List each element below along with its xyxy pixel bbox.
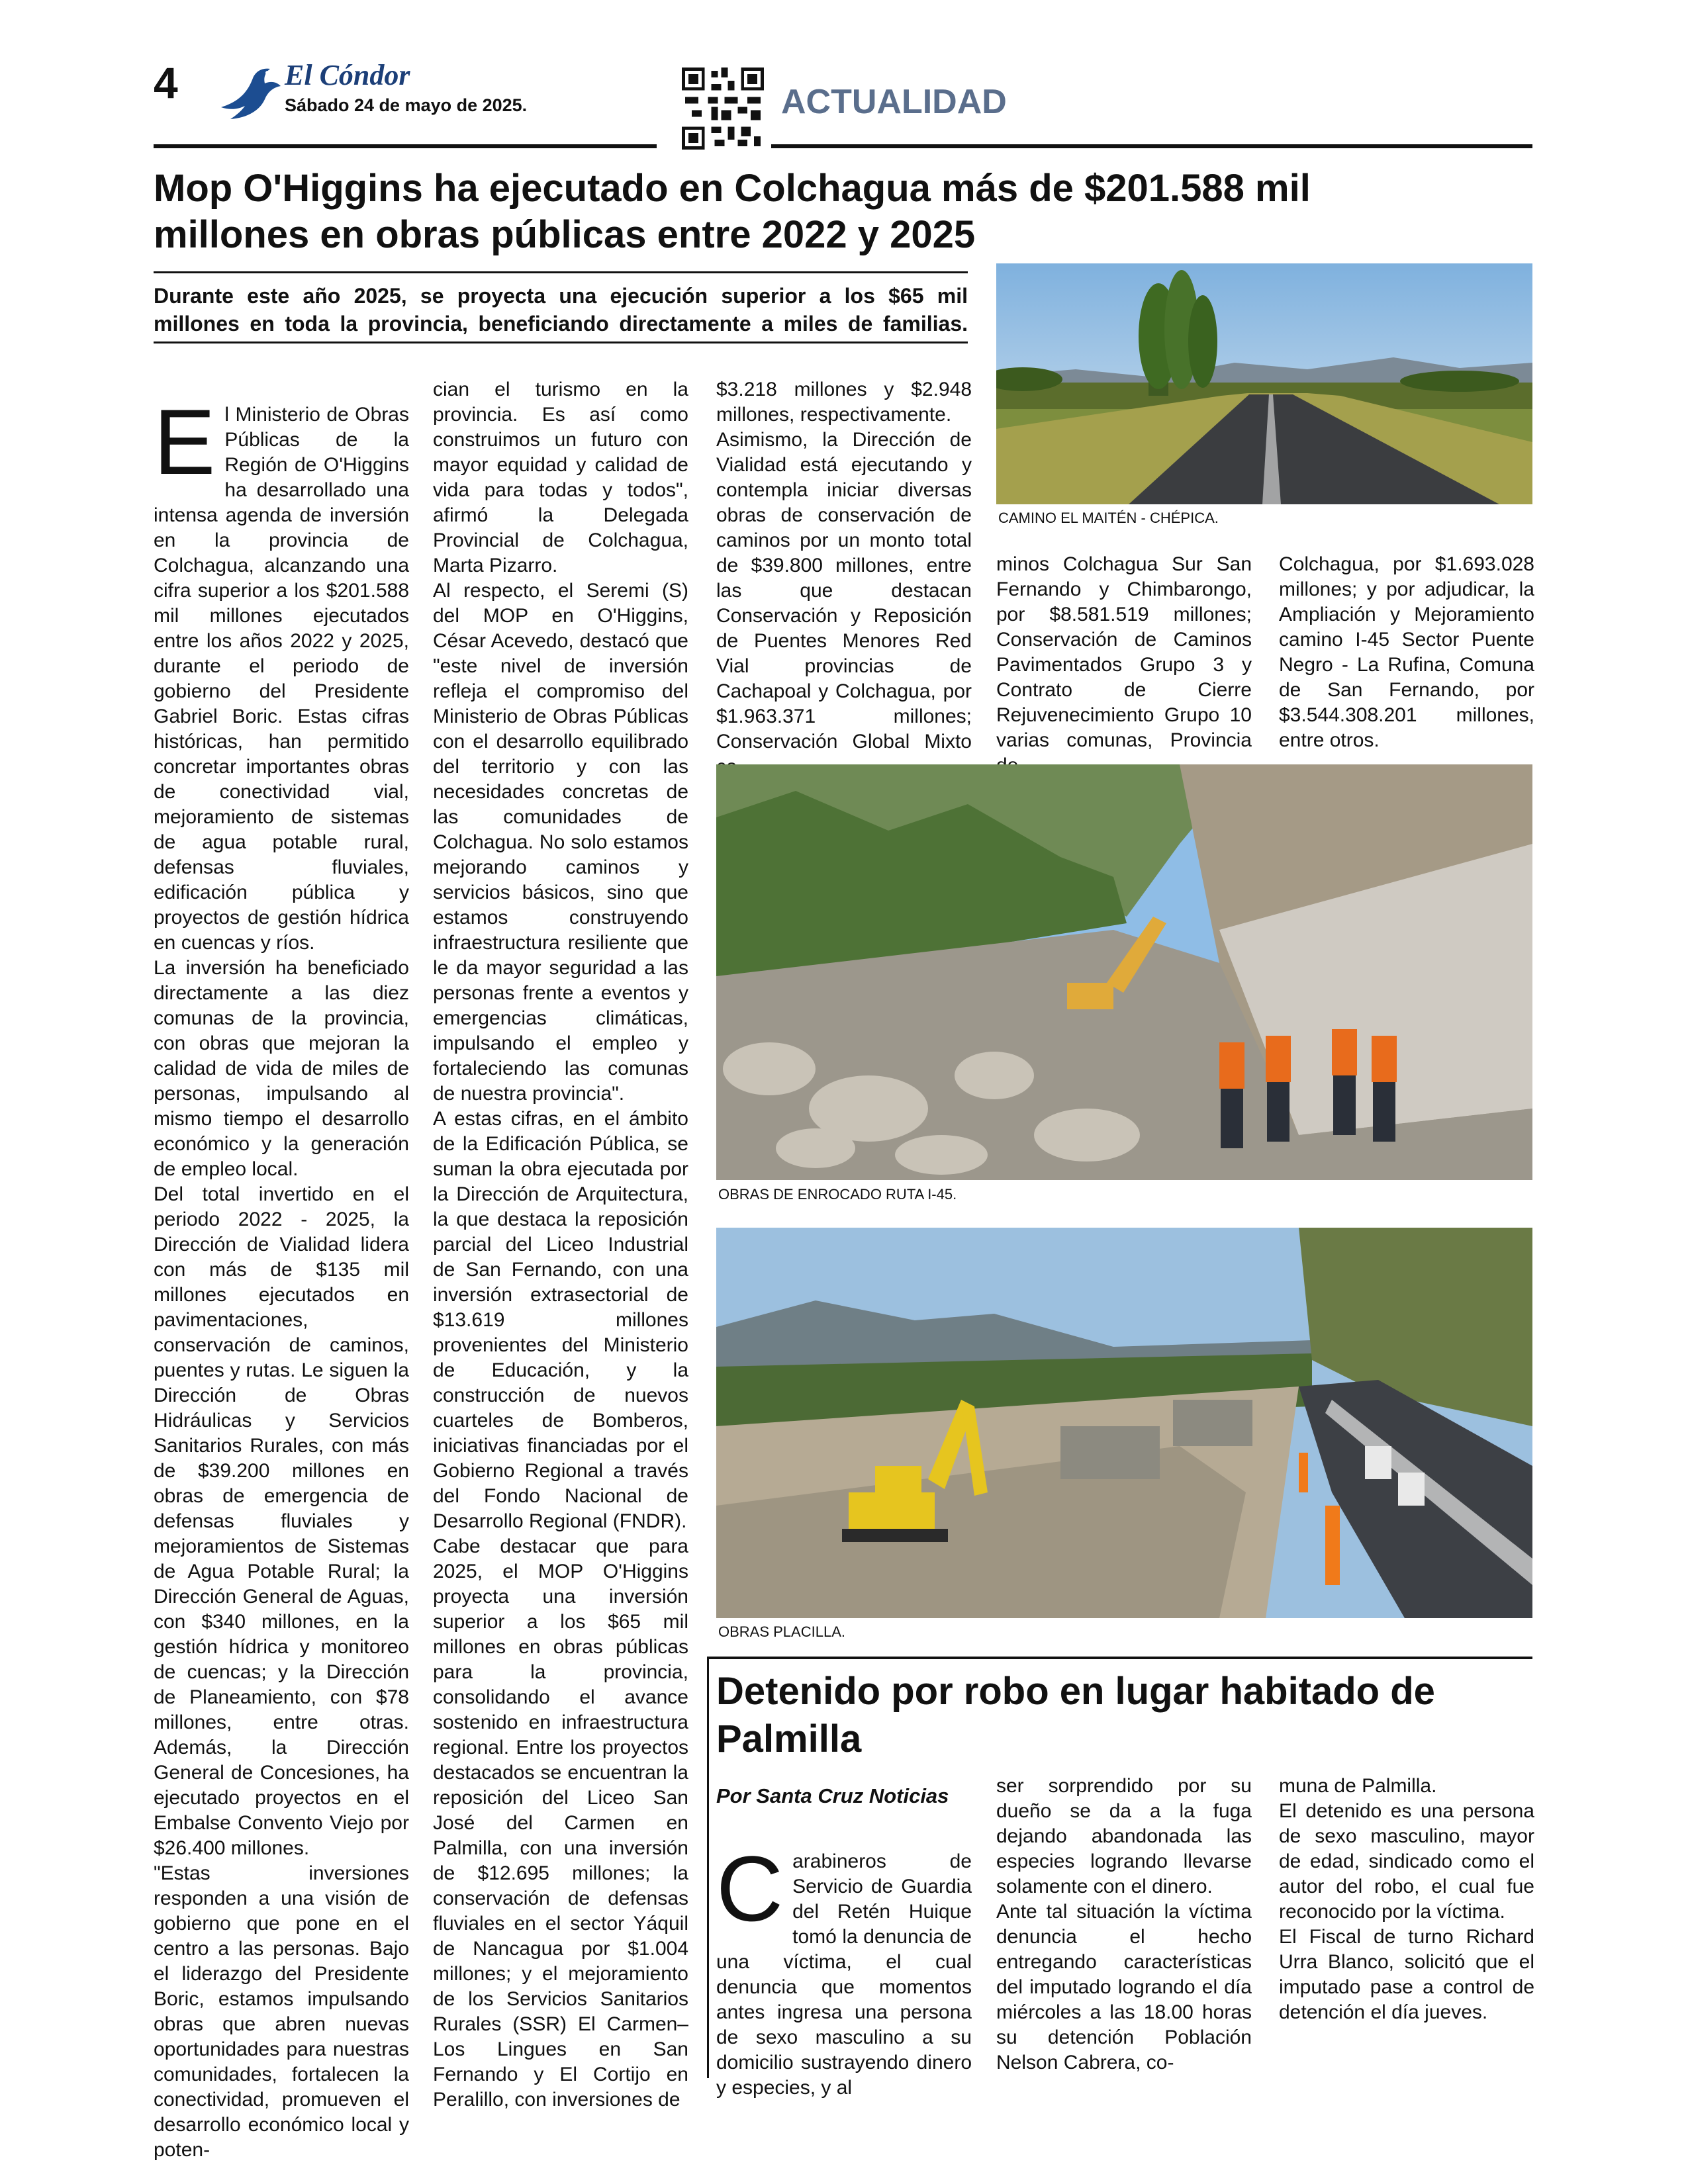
- article2-column-3: muna de Palmilla. El detenido es una persona de sexo masculino, mayor de edad, sindicado como el autor del robo, el cual fue reconocido por la víctima. El Fiscal de turno Richard Urra Blanco, solicitó que el imputado pase a control de detención el día jueves.: [1279, 1775, 1534, 2023]
- section-label: ACTUALIDAD: [781, 83, 1007, 121]
- article-divider: [707, 1657, 709, 2078]
- article-headline: Mop O'Higgins ha ejecutado en Colchagua más de $201.588 mil millones en obras públicas entre 2022 y 2025: [154, 167, 1311, 256]
- subhead-rule: [154, 341, 968, 343]
- article-column-5: Colchagua, por $1.693.028 millones; y por adjudicar, la Ampliación y Mejoramiento camino I-45 Sector Puente Negro - La Rufina, Comuna de San Fernando, por $3.544.308.201 millones, entre otros.: [1279, 553, 1534, 751]
- page-number: 4: [154, 58, 178, 107]
- qr-code-icon: [682, 68, 764, 150]
- photo-obras-enrocado: [716, 764, 1532, 1180]
- header-rule-right: [771, 144, 1532, 148]
- article-column-3: $3.218 millones y $2.948 millones, respectivamente. Asimismo, la Dirección de Vialidad está ejecutando y contempla iniciar diversas obras de conservación de caminos por un monto total de $39.800 millones, entre las que destacan Conservación y Reposición de Puentes Menores Red Vial provincias de Cachapoal y Colchagua, por $1.963.371 millones; Conservación Global Mixto: [716, 379, 972, 752]
- article-column-2: cian el turismo en la provincia. Es así como construimos un futuro con mayor equidad y calidad de vida para todas y todos", afirmó la Delegada Provincial de Colchagua, Marta Pizarro. Al respecto, el Seremi (S) del MOP en O'Higgins, César Acevedo, destacó que "este nivel de inversión refleja el compromiso del Ministerio de Obras Públicas con el desarrollo equilibrado del territorio y con las necesidades concretas de las comunidades de Colchagua. No solo estamos mejorando caminos y servicios básicos, sino que estamos construyendo infraestructura resiliente que le da mayor seguridad a las personas frente a eventos y emergencias climáticas, impulsando el empleo y fortaleciendo las comunas de nuestra provincia". A estas cifras, en el ámbito de la Edificación Pública, se suman la obra ejecutada por la Dirección de Arquitectura, la que destaca la reposición parcial del Liceo Industrial de San Fernando, con una inversión extrasectorial de $13.619 millones provenientes del Ministerio de Educación, y la construcción de nuevos cuarteles de Bomberos, iniciativas financiadas por el Gobierno Regional a través del Fondo Nacional de Desarrollo Regional (FNDR). Cabe destacar que para 2025, el MOP O'Higgins proyecta una inversión superior a los $65 mil millones en obras públicas para la provincia, consolidando el avance sostenido en infraestructura regional. Entre los proyectos destacados se encuentran la reposición del Liceo San José del Carmen en Palmilla, con una inversión de $12.695 millones; la conservación de defensas fluviales en el sector Yáquil de Nancagua por $1.004 millones; y el mejoramiento de los Servicios Sanitarios Rurales (SSR) El Carmen– Los Lingues en San Fernando y El Cortijo en Peralillo, con inversiones de: [433, 379, 688, 2111]
- photo-camino-el-maiten: [996, 263, 1532, 504]
- drop-cap: C: [716, 1837, 784, 1940]
- photo-obras-placilla: [716, 1228, 1532, 1618]
- drop-cap: E: [154, 390, 216, 494]
- article-subhead: Durante este año 2025, se proyecta una ejecución superior a los $65 mil millones en toda la provincia, beneficiando directamente a miles de familias.: [154, 284, 968, 336]
- article2-column-2: ser sorprendido por su dueño se da a la fuga dejando abandonada las especies logrando llevarse solamente con el dinero. Ante tal situación la víctima denuncia el hecho entregando características del imputado logrando el día miércoles a las 18.00 horas su detención Población Nelson Cabrera, co-: [996, 1775, 1252, 2073]
- article2-top-rule: [708, 1657, 1532, 1659]
- article2-column-1-text: arabineros de Servicio de Guardia del Retén Huique tomó la denuncia de una víctima, el cual denuncia que momentos antes ingresa una persona de sexo masculino a su domicilio sustrayendo dinero y especies, y al: [716, 1850, 972, 2099]
- article-column-1: [154, 377, 409, 2163]
- article2-headline: Detenido por robo en lugar habitado de Palmilla: [716, 1670, 1435, 1760]
- header-rule-left: [154, 144, 657, 148]
- article2-column-1: [716, 1824, 972, 2101]
- photo-caption: OBRAS DE ENROCADO RUTA I-45.: [718, 1186, 957, 1203]
- article2-byline: Por Santa Cruz Noticias: [716, 1784, 949, 1807]
- article-column-1-text: l Ministerio de Obras Públicas de la Región de O'Higgins ha desarrollado una intensa agenda de inversión en la provincia de Colchagua, alcanzando una cifra superior a los $201.588 mil millones ejecutados entre los años 2022 y 2025, durante el periodo de gobierno del Presidente Gabriel Boric. Estas cifras históricas, han permitido concretar importantes obras de conectividad vial, mejoramiento de sistemas de agua potable rural, defensas fluviales, edificación pública y proyectos de gestión hídrica en cuencas y ríos. La inversión ha beneficiado directamente a las diez comunas de la provincia, con obras que mejoran la calidad de vida de miles de personas, impulsando al mismo tiempo el desarrollo económico y la generación de empleo local. Del total invertido en el periodo 2022 - 2025, la Dirección de Vialidad lidera con más de $135 mil millones ejecutados en pavimentaciones, conservación de caminos, puentes y rutas. Le siguen la Dirección de Obras Hidráulicas y Servicios Sanitarios Rurales, con más de $39.200 millones en obras de emergencia de defensas fluviales y mejoramientos de Sistemas de Agua Potable Rural; la Dirección General de Aguas, con $340 millones, en la gestión hídrica y monitoreo de cuencas; y la Dirección de Planeamiento, con $78 millones, entre otras. Además, la Dirección General de Concesiones, ha ejecutado proyectos en el Embalse Convento Viejo por $26.400 millones. "Estas inversiones responden a una visión de gobierno que pone en el centro a las personas. Bajo el liderazgo del Presidente Boric, estamos impulsando obras que abren nuevas oportunidades para nuestras comunidades, fortalecen la conectividad, promueven el desarrollo económico local y poten-: [154, 404, 409, 2161]
- article-column-4: minos Colchagua Sur San Fernando y Chimbarongo, por $8.581.519 millones; Conservación de Caminos Pavimentados Grupo 3 y Contrato de Cierre Rejuvenecimiento Grupo 10 varias comunas, Provincia: [996, 553, 1252, 751]
- newspaper-name: El Cóndor: [285, 59, 410, 91]
- headline-rule: [154, 271, 968, 273]
- condor-icon: [218, 61, 282, 124]
- photo-caption: OBRAS PLACILLA.: [718, 1623, 845, 1640]
- photo-caption: CAMINO EL MAITÉN - CHÉPICA.: [998, 510, 1219, 526]
- issue-date: Sábado 24 de mayo de 2025.: [285, 95, 528, 115]
